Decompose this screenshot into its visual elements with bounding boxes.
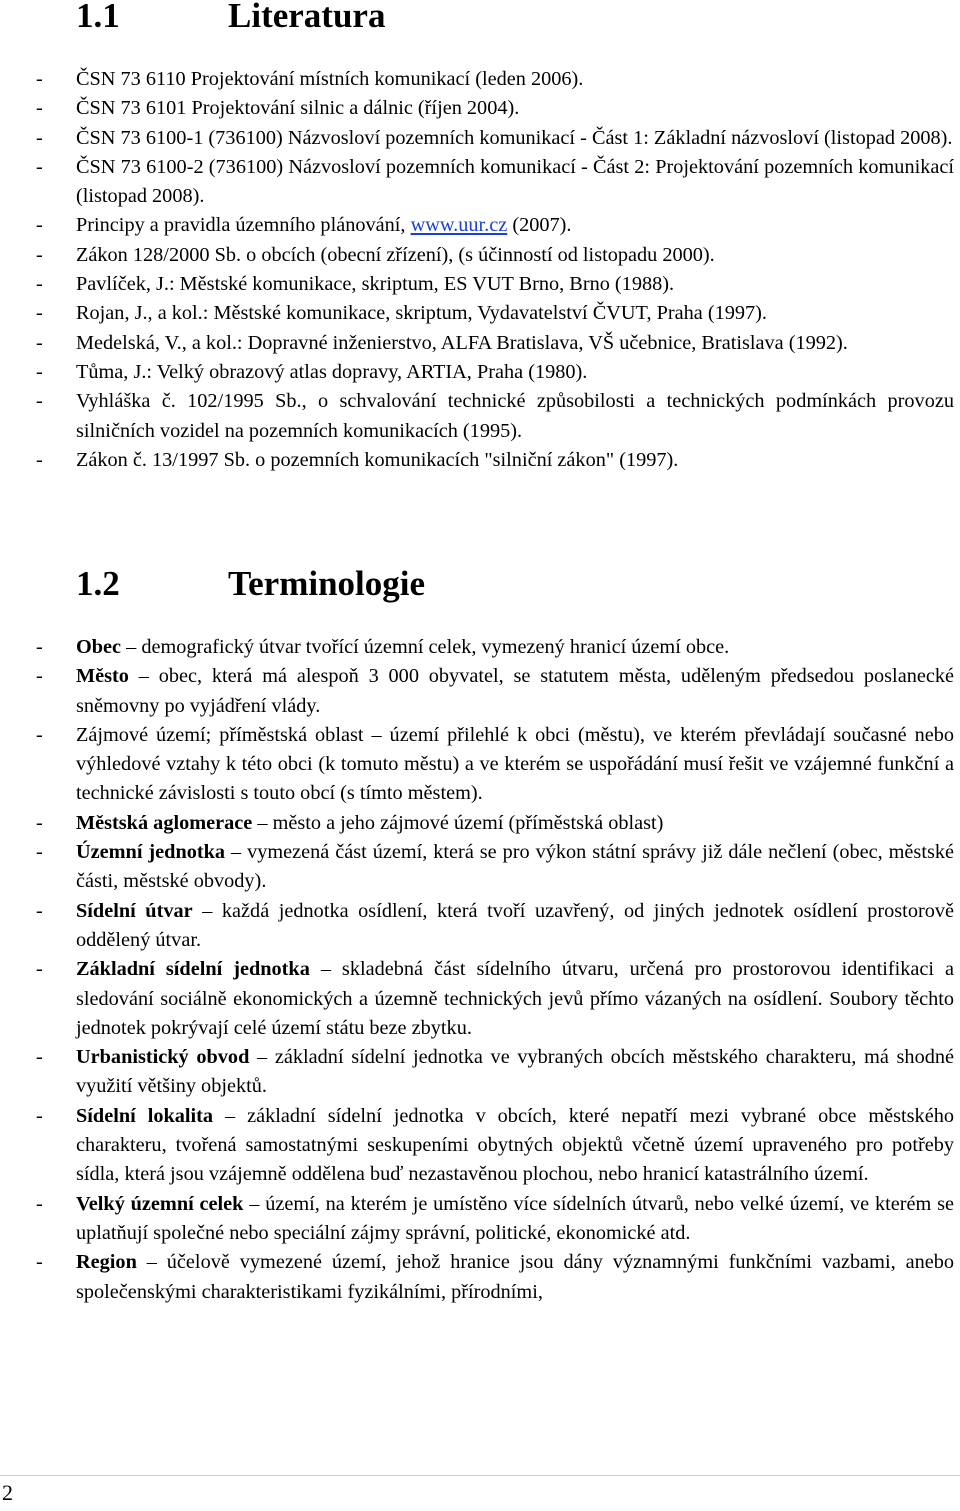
literatura-item: - ČSN 73 6110 Projektování místních komunikací (leden 2006). [0, 65, 958, 94]
term-item [0, 1102, 958, 1190]
terminologie-list [0, 633, 958, 1307]
term-item [0, 721, 958, 809]
term-item [0, 662, 958, 721]
term-name: Velký územní celek [76, 1192, 244, 1215]
literatura-item: - ČSN 73 6100-2 (736100) Názvosloví pozemních komunikací - Část 2: Projektování pozemních komunikací (listopad 2008). [0, 153, 958, 212]
term-name: Urbanistický obvod [76, 1046, 250, 1069]
term-definition: – město a jeho zájmové území (příměstská oblast) [252, 811, 664, 834]
term-definition: – základní sídelní jednotka v obcích, které nepatří mezi vybrané obce městského charakteru, tvořená samostatnými seskupeními obytných objektů včetně území upraveného pro potřeby sídla, která jsou vzájemně oddělena buď nezastavěnou plochou, nebo hranicí katastrálního území. [76, 1104, 954, 1186]
uur-link[interactable]: www.uur.cz [410, 214, 508, 237]
term-definition: – demografický útvar tvořící územní celek, vymezený hranicí území obce. [121, 636, 730, 658]
literatura-item: - ČSN 73 6101 Projektování silnic a dálnic (říjen 2004). [0, 94, 958, 123]
term-name: Region [76, 1251, 137, 1274]
term-item [0, 1248, 958, 1307]
term-item [0, 809, 958, 838]
term-definition: – území, na kterém je umístěno více sídelních útvarů, nebo velké území, ve kterém se uplatňují společné nebo speciální zájmy správní, politické, ekonomické atd. [76, 1192, 954, 1244]
term-definition: – obec, která má alespoň 3 000 obyvatel, se statutem města, uděleným předsedou poslanecké sněmovny po vyjádření vlády. [76, 665, 954, 717]
term-name: Územní jednotka [76, 841, 226, 864]
term-name: Městská aglomerace [76, 811, 253, 834]
term-definition: – každá jednotka osídlení, která tvoří uzavřený, od jiných jednotek osídlení prostorově oddělený útvar. [76, 899, 954, 951]
term-name: Město [76, 665, 129, 688]
section-number: 1.1 [76, 0, 120, 35]
term-item [0, 897, 958, 956]
term-item [0, 1043, 958, 1102]
literatura-item: - Vyhláška č. 102/1995 Sb., o schvalování technické způsobilosti a technických podmínkách provozu silničních vozidel na pozemních komunikacích (1995). [0, 387, 958, 446]
term-name: Obec [76, 636, 122, 658]
section-number: 1.2 [76, 564, 120, 603]
term-name: Základní sídelní jednotka [76, 958, 310, 981]
term-item [0, 838, 958, 897]
literatura-item [0, 211, 958, 240]
page-number: 2 [2, 1480, 13, 1505]
term-item [0, 955, 958, 1043]
term-definition: – základní sídelní jednotka ve vybraných obcích městského charakteru, má shodné využití většiny objektů. [76, 1046, 954, 1098]
literatura-item: - Medelská, V., a kol.: Dopravné inženierstvo, ALFA Bratislava, VŠ učebnice, Bratislava (1992). [0, 329, 958, 358]
section-title: Literatura [228, 0, 386, 35]
term-definition: – účelově vymezené území, jehož hranice jsou dány významnými funkčními vazbami, anebo společenskými charakteristikami fyzikálními, přírodními, [76, 1251, 954, 1303]
term-item [0, 633, 958, 662]
section-heading-terminologie [76, 566, 425, 602]
literatura-item: - Zákon 128/2000 Sb. o obcích (obecní zřízení), (s účinností od listopadu 2000). [0, 241, 958, 270]
term-name: Sídelní útvar [76, 899, 193, 922]
literatura-item: - Pavlíček, J.: Městské komunikace, skriptum, ES VUT Brno, Brno (1988). [0, 270, 958, 299]
literatura-item: - Tůma, J.: Velký obrazový atlas dopravy, ARTIA, Praha (1980). [0, 358, 958, 387]
literatura-item-text: (2007). [507, 214, 572, 237]
literatura-item-text: Principy a pravidla územního plánování, [76, 214, 411, 237]
literatura-list [0, 65, 958, 475]
literatura-item: - Rojan, J., a kol.: Městské komunikace, skriptum, Vydavatelství ČVUT, Praha (1997). [0, 299, 958, 328]
term-definition: – vymezená část území, která se pro výkon státní správy již dále nečlení (obec, městské části, městské obvody). [76, 841, 954, 893]
page-footer-divider [0, 1475, 960, 1476]
literatura-item: - Zákon č. 13/1997 Sb. o pozemních komunikacích "silniční zákon" (1997). [0, 446, 958, 475]
term-item [0, 1190, 958, 1249]
term-definition: – skladebná část sídelního útvaru, určená pro prostorovou identifikaci a sledování sociálně ekonomických a územně technických jevů přímo vázaných na osídlení. Soubory těchto jednotek pokrývají celé území státu beze zbytku. [76, 958, 954, 1039]
term-name: Sídelní lokalita [76, 1104, 214, 1127]
literatura-item: - ČSN 73 6100-1 (736100) Názvosloví pozemních komunikací - Část 1: Základní názvosloví (listopad 2008). [0, 124, 958, 153]
section-heading-literatura [76, 0, 385, 34]
section-title: Terminologie [228, 564, 426, 603]
term-definition: Zájmové území; příměstská oblast – území přilehlé k obci (městu), ve kterém převládají současné nebo výhledové vztahy k této obci (k tomuto městu) a ve kterém se uspořádání musí řešit ve vzájemné funkční a technické závislosti s touto obcí (s tímto městem). [76, 723, 954, 805]
